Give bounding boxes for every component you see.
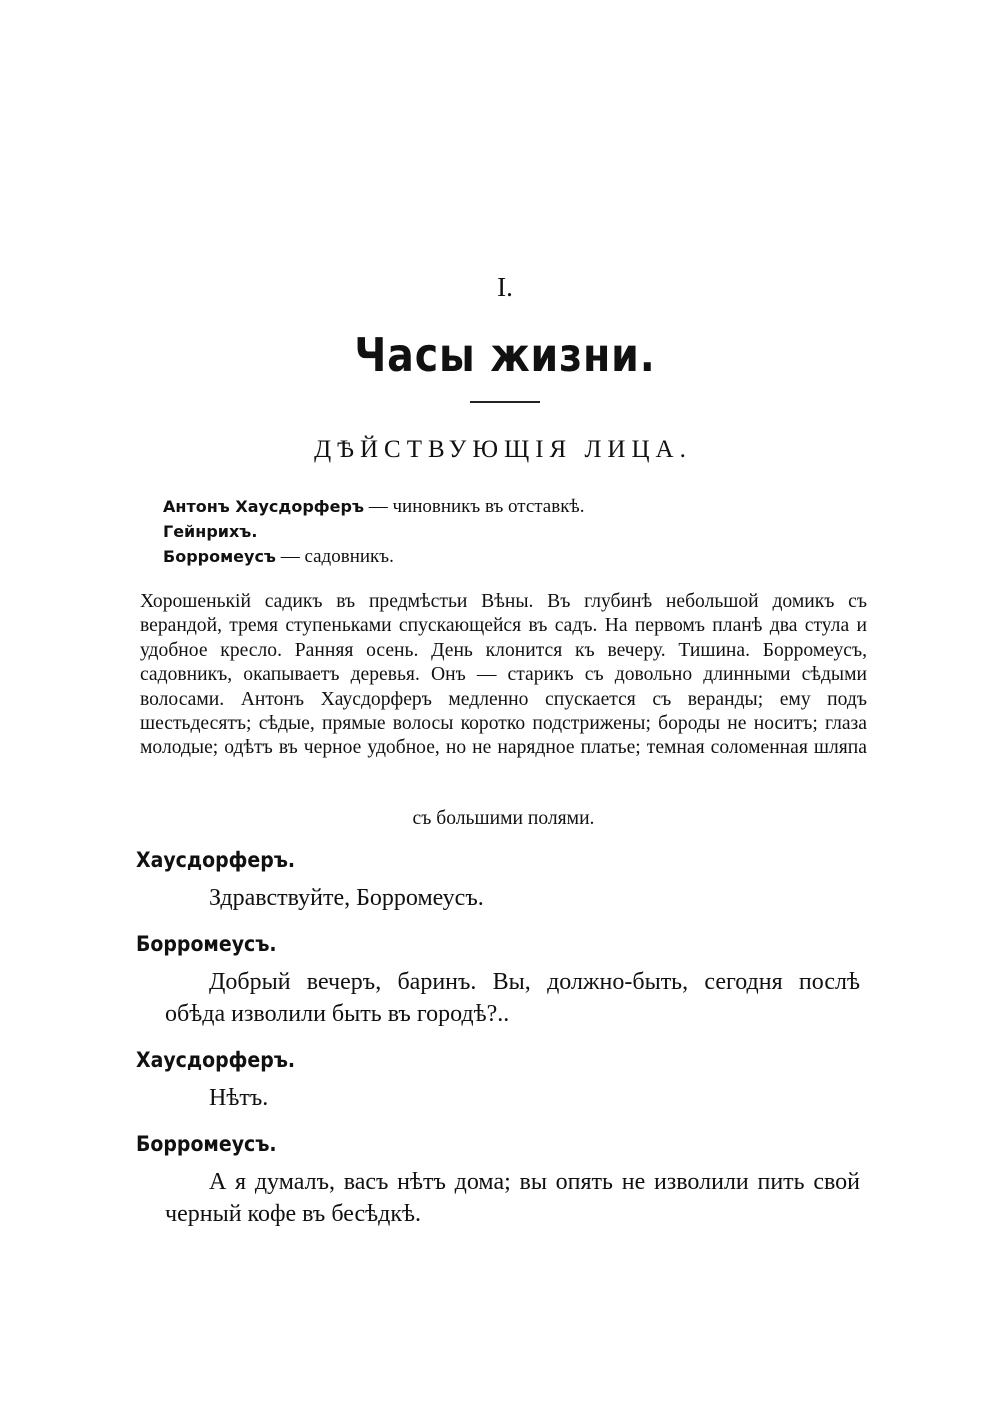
speaker-name: Хаусдорферъ. <box>136 848 296 872</box>
speech-line: Здравствуйте, Борромеусъ. <box>209 885 484 911</box>
speaker-name: Борромеусъ. <box>136 1132 277 1156</box>
title-divider <box>470 401 540 403</box>
speaker-name: Хаусдорферъ. <box>136 1048 296 1072</box>
cast-description: — садовникъ. <box>275 546 394 567</box>
cast-heading: ДѢЙСТВУЮЩІЯ ЛИЦА. <box>314 436 692 463</box>
stage-direction-end: съ большими полями. <box>412 808 595 829</box>
section-number: I. <box>497 272 513 302</box>
cast-description: — чиновникъ въ отставкѣ. <box>363 496 585 517</box>
speech-line: А я думалъ, васъ нѣтъ дома; вы опять не изволили пить свой черный кофе въ бесѣдкѣ. <box>165 1169 860 1227</box>
cast-entry <box>163 544 585 569</box>
cast-entry <box>163 519 585 544</box>
cast-name: Антонъ Хаусдорферъ <box>163 497 364 516</box>
cast-entry <box>163 494 585 519</box>
stage-direction: Хорошенькій садикъ въ предмѣстьи Вѣны. Въ глубинѣ небольшой домикъ съ верандой, тремя ступеньками спускающейся въ садъ. На первомъ планѣ два стула и удобное кресло. Ранняя осень. День клонится къ вечеру. Тишина. Борромеусъ, садовникъ, окапываетъ деревья. Онъ — старикъ съ довольно длинными сѣдыми волосами. Антонъ Хаусдорферъ медленно спускается съ веранды; ему подъ шестьдесятъ; сѣдые, прямые волосы коротко подстрижены; бороды не носитъ; глаза молодые; одѣтъ въ черное удобное, но не нарядное платье; темная соломенная шляпа <box>140 591 867 759</box>
speech-line: Добрый вечеръ, баринъ. Вы, должно-быть, сегодня послѣ обѣда изволили быть въ городѣ?.. <box>165 969 860 1027</box>
cast-list <box>163 494 585 569</box>
speech-line: Нѣтъ. <box>209 1085 269 1111</box>
speaker-name: Борромеусъ. <box>136 932 277 956</box>
play-title: Часы жизни. <box>354 328 656 382</box>
cast-name: Борромеусъ <box>163 547 276 566</box>
cast-name: Гейнрихъ. <box>163 522 258 541</box>
